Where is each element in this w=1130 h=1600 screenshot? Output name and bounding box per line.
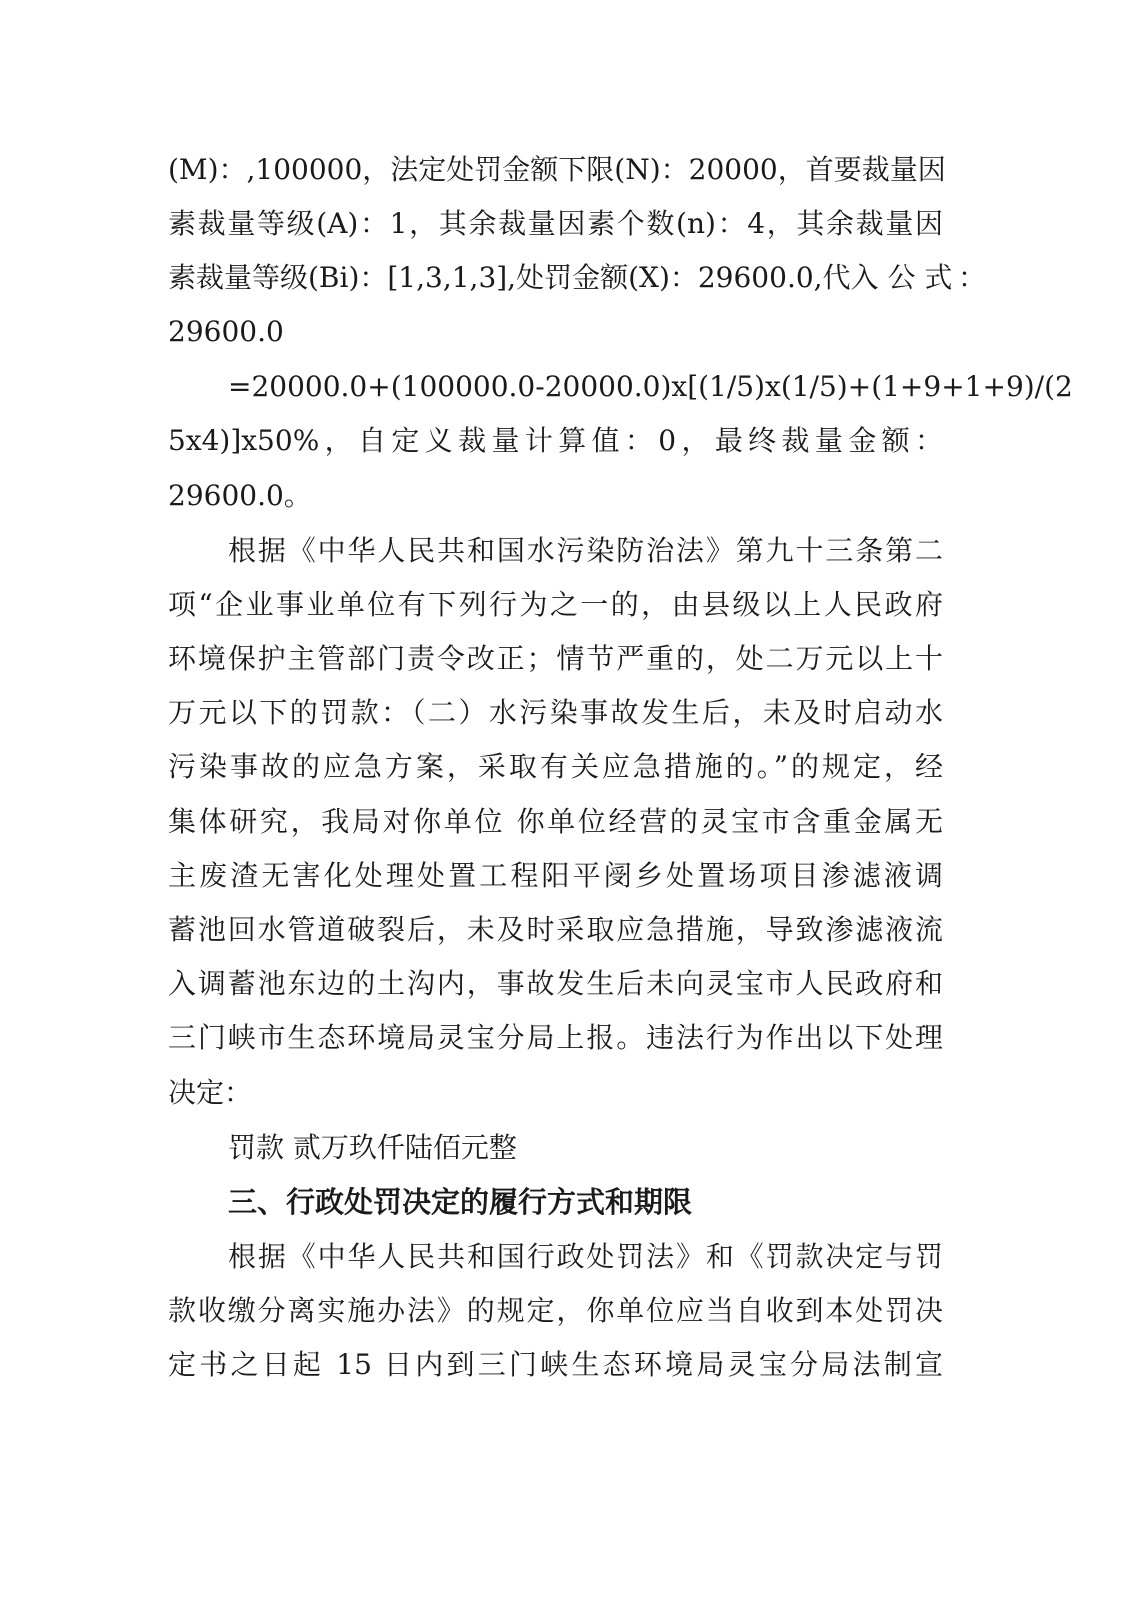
text-line: 蓄池回水管道破裂后，未及时采取应急措施，导致渗滤液流 bbox=[168, 913, 943, 946]
text-line: 款收缴分离实施办法》的规定，你单位应当自收到本处罚决 bbox=[168, 1294, 943, 1327]
text-line: 集体研究，我局对你单位 你单位经营的灵宝市含重金属无 bbox=[168, 805, 943, 838]
text-line: 决定： bbox=[168, 1076, 253, 1109]
text-line: 29600.0 bbox=[168, 315, 284, 348]
text-line: 万元以下的罚款：（二）水污染事故发生后，未及时启动水 bbox=[168, 696, 943, 729]
penalty-line: 罚款 贰万玖仟陆佰元整 bbox=[228, 1131, 517, 1164]
text-line: 5x4)]x50%，自定义裁量计算值：0，最终裁量金额： bbox=[168, 424, 943, 457]
text-line: 环境保护主管部门责令改正；情节严重的，处二万元以上十 bbox=[168, 642, 943, 675]
text-line: 入调蓄池东边的土沟内，事故发生后未向灵宝市人民政府和 bbox=[168, 967, 943, 1000]
text-line: (M)：,100000，法定处罚金额下限(N)：20000，首要裁量因 bbox=[168, 153, 946, 186]
formula-line: =20000.0+(100000.0-20000.0)x[(1/5)x(1/5)+(1+9+1+9)/(2 bbox=[228, 370, 1073, 403]
text-line: 定书之日起 15 日内到三门峡生态环境局灵宝分局法制宣 bbox=[168, 1348, 943, 1381]
paragraph-start: 根据《中华人民共和国水污染防治法》第九十三条第二 bbox=[228, 534, 943, 567]
text-line: 素裁量等级(Bi)：[1,3,1,3],处罚金额(X)：29600.0,代入 公 式 bbox=[168, 261, 953, 294]
text-line: 29600.0。 bbox=[168, 479, 312, 512]
stray-colon: ： bbox=[958, 261, 987, 294]
text-line: 三门峡市生态环境局灵宝分局上报。违法行为作出以下处理 bbox=[168, 1021, 943, 1054]
paragraph-start: 根据《中华人民共和国行政处罚法》和《罚款决定与罚 bbox=[228, 1240, 943, 1273]
text-line: 素裁量等级(A)：1，其余裁量因素个数(n)：4，其余裁量因 bbox=[168, 207, 943, 240]
section-heading: 三、行政处罚决定的履行方式和期限 bbox=[228, 1185, 693, 1219]
text-line: 项“企业事业单位有下列行为之一的，由县级以上人民政府 bbox=[168, 588, 943, 621]
text-line: 污染事故的应急方案，采取有关应急措施的。”的规定，经 bbox=[168, 750, 943, 783]
text-line: 主废渣无害化处理处置工程阳平阌乡处置场项目渗滤液调 bbox=[168, 859, 943, 892]
